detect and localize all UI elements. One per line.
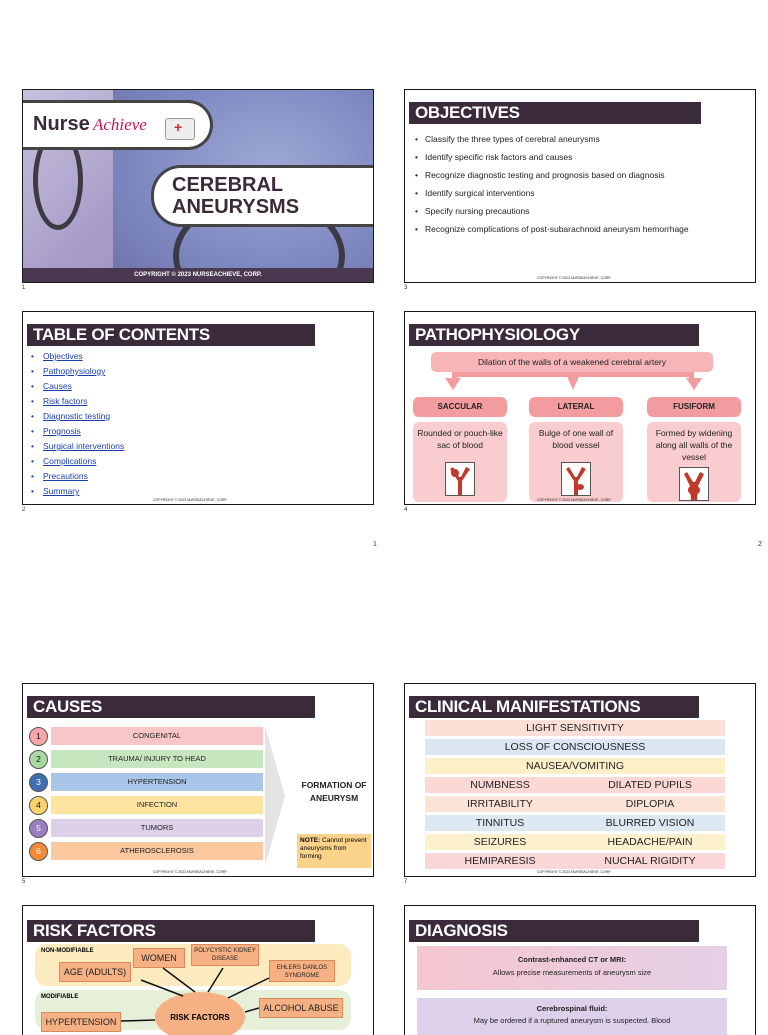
risk-arrows <box>23 906 374 1035</box>
cause-label: HYPERTENSION <box>51 773 263 791</box>
type-fusiform: FUSIFORM <box>647 397 741 417</box>
rf-age: AGE (ADULTS) <box>59 962 131 982</box>
symptom: NUMBNESS <box>470 779 530 791</box>
diag-title-1: Contrast-enhanced CT or MRI: <box>517 955 627 964</box>
title-line2: ANEURYSMS <box>172 196 300 218</box>
fusiform-vessel-icon <box>679 467 709 501</box>
copyright: COPYRIGHT © 2023 NURSEACHIEVE, CORP. <box>537 276 612 280</box>
page-number: 2 <box>758 541 762 548</box>
cause-label: TRAUMA/ INJURY TO HEAD <box>51 750 263 768</box>
symptom: TINNITUS <box>475 817 525 829</box>
formation-label: FORMATION OF ANEURYSM <box>301 780 367 803</box>
logo-box <box>23 100 213 150</box>
copyright: COPYRIGHT © 2023 NURSEACHIEVE, CORP. <box>537 870 612 874</box>
toc-item[interactable]: • Risk factors <box>29 395 124 410</box>
cause-label: CONGENITAL <box>51 727 263 745</box>
diag-title-2: Cerebrospinal fluid: <box>536 1004 608 1013</box>
title-box <box>151 165 374 227</box>
slide-causes <box>22 683 374 877</box>
type-lateral: LATERAL <box>529 397 623 417</box>
title-line1: CEREBRAL <box>172 174 284 196</box>
list-item: • Specify nursing precautions <box>413 206 743 217</box>
diag-text-2: May be ordered if a ruptured aneurysm is suspected. Blood <box>473 1016 671 1025</box>
toc-item[interactable]: • Prognosis <box>29 425 124 440</box>
toc-item[interactable]: • Complications <box>29 455 124 470</box>
copyright: COPYRIGHT © 2023 NURSEACHIEVE, CORP. <box>23 268 373 282</box>
heading: PATHOPHYSIOLOGY <box>409 324 699 346</box>
toc-item[interactable]: • Causes <box>29 380 124 395</box>
cause-label: ATHEROSCLEROSIS <box>51 842 263 860</box>
down-arrow-icon <box>445 378 461 390</box>
dilation-box: Dilation of the walls of a weakened cerebral artery <box>431 352 713 372</box>
list-item: • Identify surgical interventions <box>413 188 743 199</box>
cause-number: 4 <box>29 796 48 815</box>
mod-label: MODIFIABLE <box>41 994 79 1000</box>
down-arrow-icon <box>686 378 702 390</box>
symptom: NAUSEA/VOMITING <box>425 758 725 774</box>
cause-number: 6 <box>29 842 48 861</box>
objectives-list <box>413 134 743 242</box>
page-number: 1 <box>373 541 377 548</box>
rf-alcohol: ALCOHOL ABUSE <box>259 998 343 1018</box>
copyright: COPYRIGHT © 2023 NURSEACHIEVE, CORP. <box>153 870 228 874</box>
copyright: COPYRIGHT © 2023 NURSEACHIEVE, CORP. <box>153 498 228 502</box>
rf-ehlers: EHLERS DANLOS SYNDROME <box>269 960 335 982</box>
rf-hypertension: HYPERTENSION <box>41 1012 121 1032</box>
toc-item[interactable]: • Diagnostic testing <box>29 410 124 425</box>
rf-pkd: POLYCYSTIC KIDNEY DISEASE <box>191 944 259 966</box>
funnel-arrow <box>265 726 285 866</box>
toc-item[interactable]: • Objectives <box>29 350 124 365</box>
logo-nurse: Nurse <box>33 113 90 135</box>
note-box: NOTE: Cannot prevent aneurysms from forming <box>297 834 371 868</box>
desc-fusiform: Formed by widening along all walls of the vessel <box>647 422 741 502</box>
toc-item[interactable]: • Pathophysiology <box>29 365 124 380</box>
list-item: • Identify specific risk factors and causes <box>413 152 743 163</box>
slide-number: 4 <box>404 507 408 513</box>
desc-saccular: Rounded or pouch-like sac of blood <box>413 422 507 502</box>
slide-number: 3 <box>404 285 408 291</box>
heading: CLINICAL MANIFESTATIONS <box>409 696 699 718</box>
nonmod-label: NON-MODIFIABLE <box>41 948 94 954</box>
list-item: • Recognize diagnostic testing and prognosis based on diagnosis <box>413 170 743 181</box>
symptom: DIPLOPIA <box>625 798 675 810</box>
slide-number: 5 <box>22 879 26 885</box>
slide-diagnosis <box>404 905 756 1035</box>
symptom: HEADACHE/PAIN <box>607 836 693 848</box>
symptom: BLURRED VISION <box>605 817 695 829</box>
down-arrow-icon <box>565 372 581 390</box>
symptom: HEMIPARESIS <box>464 855 536 867</box>
slide-number: 7 <box>404 879 408 885</box>
copyright: COPYRIGHT © 2023 NURSEACHIEVE, CORP. <box>537 498 612 502</box>
type-saccular: SACCULAR <box>413 397 507 417</box>
toc-item[interactable]: • Precautions <box>29 470 124 485</box>
diag-text-1: Allows precise measurements of aneurysm size <box>492 968 652 977</box>
heading: RISK FACTORS <box>27 920 315 942</box>
cause-number: 1 <box>29 727 48 746</box>
rf-women: WOMEN <box>133 948 185 968</box>
desc-lateral: Bulge of one wall of blood vessel <box>529 422 623 502</box>
slide-clinical <box>404 683 756 877</box>
first-aid-kit-icon <box>165 118 195 140</box>
cause-label: TUMORS <box>51 819 263 837</box>
cause-label: INFECTION <box>51 796 263 814</box>
toc-list <box>29 350 124 500</box>
symptom: LIGHT SENSITIVITY <box>425 720 725 736</box>
slide-number: 1 <box>22 285 26 291</box>
slide-title <box>22 89 374 283</box>
slide-pathophysiology <box>404 311 756 505</box>
saccular-vessel-icon <box>445 462 475 496</box>
risk-center: RISK FACTORS <box>155 992 245 1035</box>
slide-objectives <box>404 89 756 283</box>
toc-item[interactable]: • Summary <box>29 485 124 500</box>
slide-toc <box>22 311 374 505</box>
heading: OBJECTIVES <box>409 102 701 124</box>
cause-number: 5 <box>29 819 48 838</box>
symptom: LOSS OF CONSCIOUSNESS <box>425 739 725 755</box>
slide-risk-factors <box>22 905 374 1035</box>
symptom: IRRITABILITY <box>467 798 533 810</box>
symptom: DILATED PUPILS <box>608 779 692 791</box>
symptom: SEIZURES <box>473 836 527 848</box>
heading: CAUSES <box>27 696 315 718</box>
lateral-vessel-icon <box>561 462 591 496</box>
heading: DIAGNOSIS <box>409 920 699 942</box>
symptom: NUCHAL RIGIDITY <box>604 855 696 867</box>
logo-achieve: Achieve <box>93 115 147 134</box>
toc-item[interactable]: • Surgical interventions <box>29 440 124 455</box>
slide-number: 2 <box>22 507 26 513</box>
list-item: • Classify the three types of cerebral aneurysms <box>413 134 743 145</box>
cause-number: 2 <box>29 750 48 769</box>
cause-number: 3 <box>29 773 48 792</box>
heading: TABLE OF CONTENTS <box>27 324 315 346</box>
list-item: • Recognize complications of post-subarachnoid aneurysm hemorrhage <box>413 224 705 235</box>
